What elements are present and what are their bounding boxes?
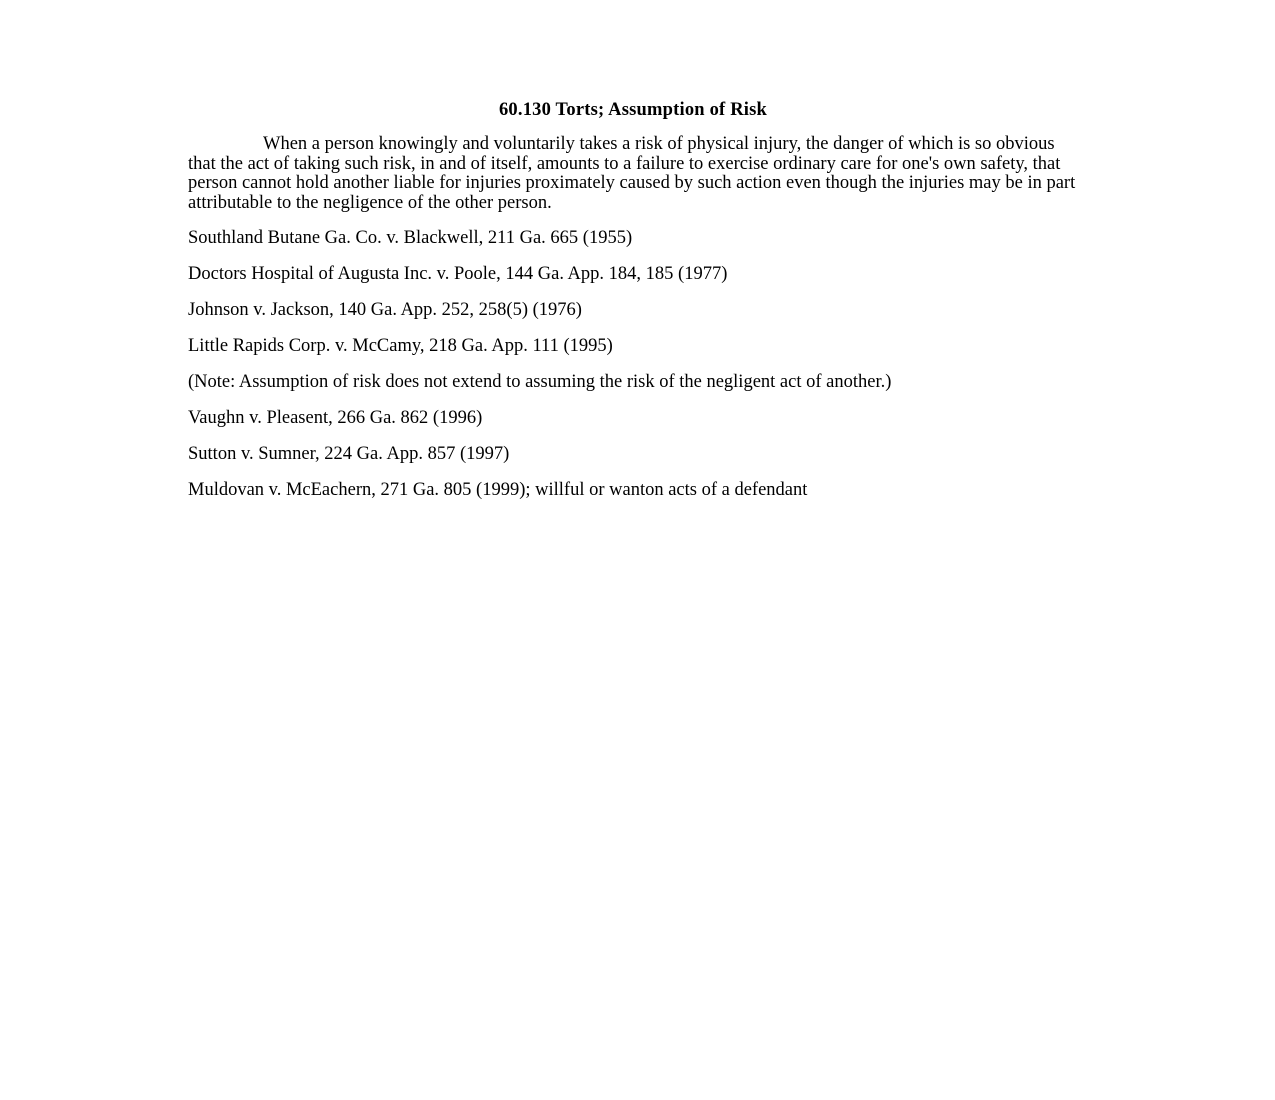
note: (Note: Assumption of risk does not extend to assuming the risk of the negligent act of another.) [188, 372, 892, 392]
document-page [188, 100, 1078, 517]
citation-7: Muldovan v. McEachern, 271 Ga. 805 (1999); willful or wanton acts of a defendant [188, 480, 808, 500]
citation-5: Vaughn v. Pleasent, 266 Ga. 862 (1996) [188, 408, 483, 428]
citation-4: Little Rapids Corp. v. McCamy, 218 Ga. App. 111 (1995) [188, 336, 613, 356]
citation-3: Johnson v. Jackson, 140 Ga. App. 252, 258(5) (1976) [188, 300, 582, 320]
citation-1: Southland Butane Ga. Co. v. Blackwell, 211 Ga. 665 (1955) [188, 228, 633, 248]
citation-6: Sutton v. Sumner, 224 Ga. App. 857 (1997) [188, 444, 510, 464]
document-title: 60.130 Torts; Assumption of Risk [498, 100, 768, 120]
pattern-charge-text: When a person knowingly and voluntarily takes a risk of physical injury, the danger of which is so obvious that the act of taking such risk, in and of itself, amounts to a failure to exercise ordinary care for one's own safety, that person cannot hold another liable for injuries proximately caused by such action even though the injuries may be in part attributable to the negligence of the other person. [188, 134, 1076, 213]
citation-2: Doctors Hospital of Augusta Inc. v. Poole, 144 Ga. App. 184, 185 (1977) [188, 264, 728, 284]
